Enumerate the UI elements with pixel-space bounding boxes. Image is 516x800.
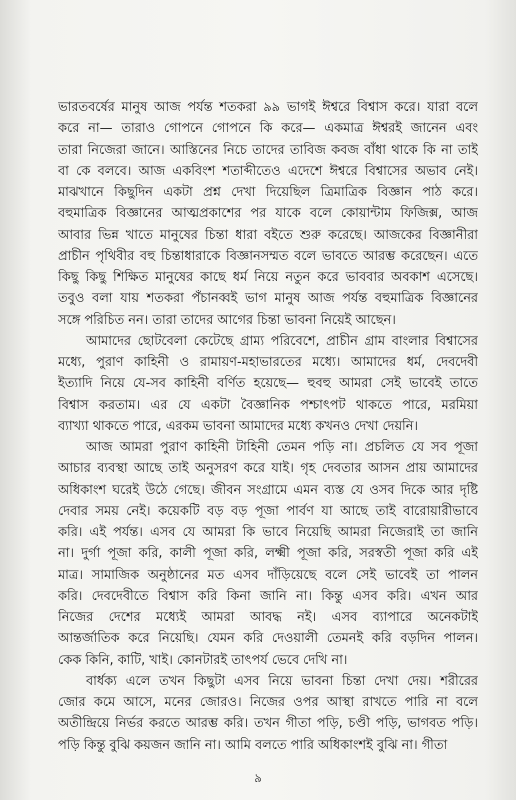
- paragraph-first-line: আমাদের ছোটবেলা কেটেছে গ্রাম্য পরিবেশে, প্রাচীন গ্রাম বাংলার বিশ্বাসের: [86, 333, 478, 349]
- text-line: সঙ্গে পরিচিত নন। তারা তাদের আগের চিন্তা ভাবনা নিয়েই আছেন।: [58, 312, 396, 328]
- text-line: আবার ভিন্ন খাতে মানুষের চিন্তা ধারা বইতে শুরু করেছে। আজকের বিজ্ঞানীরা: [58, 227, 478, 243]
- text-line: জোর কমে আসে, মনের জোরও। নিজের ওপর আস্থা রাখতে পারি না বলে: [58, 695, 478, 710]
- paragraph-first-line: আজ আমরা পুরাণ কাহিনী টাহিনী তেমন পড়ি না। প্রচলিত যে সব পূজা: [86, 440, 478, 455]
- text-line: না। দুর্গা পূজা করি, কালী পূজা করি, লক্ষ্মী পূজা করি, সরস্বতী পূজা করি এই: [58, 546, 478, 562]
- text-line: দেবার সময় নেই। কয়েকটি বড় বড় পূজা পার্বণ যা আছে তাই বারোয়ারীভাবে: [58, 503, 478, 519]
- text-line: মাঝখানে কিছুদিন একটা প্রশ্ন দেখা দিয়েছিল ত্রিমাত্রিক বিজ্ঞান পাঠ করে।: [58, 185, 478, 200]
- text-line: কেক কিনি, কাটি, খাই। কোনটারই তাৎপর্য ভেবে দেখি না।: [58, 652, 348, 668]
- text-line: প্রাচীন পৃথিবীর বহু চিন্তাধারাকে বিজ্ঞানসম্মত বলে ভাবতে আরম্ভ করেছেন। এতে: [58, 248, 478, 264]
- text-line: অতীন্দ্রিয়ে নির্ভর করতে আরম্ভ করি। তখন গীতা পড়ি, চণ্ডী পড়ি, ভাগবত পড়ি।: [58, 716, 478, 732]
- text-line: করি। এই পর্যন্ত। এসব যে আমরা কি ভাবে নিয়েছি আমরা নিজেরাই তা জানি: [58, 525, 478, 540]
- text-line: করে না— তারাও গোপনে গোপনে কি করে— একমাত্র ঈশ্বরই জানেন এবং: [58, 121, 478, 137]
- text-line: ইত্যাদি নিয়ে যে-সব কাহিনী বর্ণিত হয়েছে— হুবহু আমরা সেই ভাবেই তাতে: [58, 376, 478, 392]
- page-number: ৯: [254, 771, 262, 785]
- text-line: করি। দেবদেবীতে বিশ্বাস করি কিনা জানি না। কিন্তু এসব করি। এখন আর: [58, 588, 478, 604]
- text-line: ব্যাখ্যা থাকতে পারে, এরকম ভাবনা আমাদের মধ্যে কখনও দেখা দেয়নি।: [58, 418, 419, 434]
- text-line: মাত্র। সামাজিক অনুষ্ঠানের মত এসব দাঁড়িয়েছে বলে সেই ভাবেই তা পালন: [58, 567, 478, 583]
- text-line: তবুও বলা যায় শতকরা পঁচানব্বই ভাগ মানুষ আজ পর্যন্ত বহুমাত্রিক বিজ্ঞানের: [58, 291, 478, 307]
- text-line: আচার ব্যবস্থা আছে তাই অনুসরণ করে যাই। গৃহ দেবতার আসন প্রায় আমাদের: [58, 461, 478, 477]
- text-line: মধ্যে, পুরাণ কাহিনী ও রামায়ণ-মহাভারতের মধ্যে। আমাদের ধর্ম, দেবদেবী: [58, 355, 478, 370]
- text-line: তারা নিজেরা জানে। আস্তিনের নিচে তাদের তাবিজ কবজ বাঁধা থাকে কি না তাই: [58, 142, 478, 158]
- text-line: পড়ি কিন্তু বুঝি কয়জন জানি না। আমি বলতে পারি অধিকাংশই বুঝি না। গীতা: [58, 737, 448, 753]
- text-line: বিশ্বাস করতাম। এর যে একটা বৈজ্ঞানিক পশ্চাৎপট থাকতে পারে, মরমিয়া: [58, 397, 478, 413]
- paragraph-first-line: বার্ধক্য এলে তখন কিছুটা এসব নিয়ে ভাবনা চিন্তা দেখা দেয়। শরীরের: [86, 673, 478, 689]
- text-line: আন্তর্জাতিক করে নিয়েছি। যেমন করি দেওয়ালী তেমনই করি বড়দিন পালন।: [58, 631, 478, 647]
- text-line: কিছু কিছু শিক্ষিত মানুষের কাছে ধর্ম নিয়ে নতুন করে ভাববার অবকাশ এসেছে।: [58, 270, 478, 285]
- text-line: ভারতবর্ষের মানুষ আজ পর্যন্ত শতকরা ৯৯ ভাগই ঈশ্বরে বিশ্বাস করে। যারা বলে: [58, 100, 478, 115]
- body-text: [58, 97, 478, 756]
- text-line: অধিকাংশ ঘরেই উঠে গেছে। জীবন সংগ্রামে এমন ব্যস্ত যে ওসব দিকে আর দৃষ্টি: [58, 482, 478, 498]
- text-line: বহুমাত্রিক বিজ্ঞানের আত্মপ্রকাশের পর যাকে বলে কোয়ান্টাম ফিজিক্স, আজ: [58, 206, 478, 222]
- text-line: নিজের দেশের মধ্যেই আমরা আবদ্ধ নই। এসব ব্যাপারে অনেকটাই: [58, 610, 478, 625]
- text-line: বা কে বলবে। আজ একবিংশ শতাব্দীতেও এদেশে ঈশ্বরে বিশ্বাসের অভাব নেই।: [58, 163, 478, 179]
